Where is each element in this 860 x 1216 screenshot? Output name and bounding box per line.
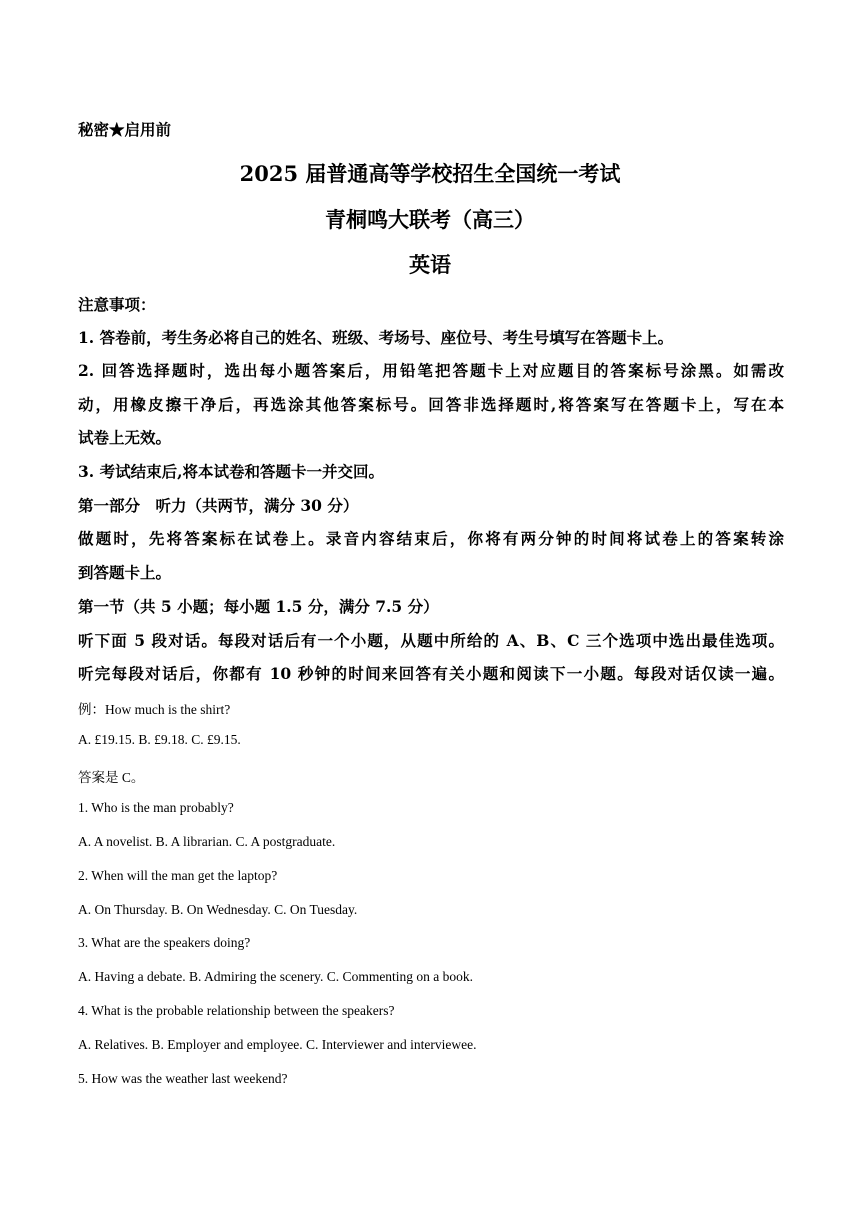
question-5: 5. How was the weather last weekend? xyxy=(78,1071,288,1086)
notice-item-2-line-2: 动，用橡皮擦干净后，再选涂其他答案标号。回答非选择题时,将答案写在答题卡上，写在本 xyxy=(78,395,784,414)
notice-item-3: 3. 考试结束后,将本试卷和答题卡一并交回。 xyxy=(78,462,384,481)
example-question: 例：How much is the shirt? xyxy=(78,702,231,717)
part1-instruction-line-2: 到答题卡上。 xyxy=(78,563,172,582)
part1-heading: 第一部分 听力（共两节，满分 30 分） xyxy=(78,496,359,515)
question-2-options: A. On Thursday. B. On Wednesday. C. On Tuesday. xyxy=(78,902,358,917)
question-1: 1. Who is the man probably? xyxy=(78,800,234,815)
notice-heading: 注意事项： xyxy=(78,295,156,314)
question-2: 2. When will the man get the laptop? xyxy=(78,868,278,883)
exam-subtitle: 青桐鸣大联考（高三） xyxy=(325,207,535,232)
example-options: A. £19.15. B. £9.18. C. £9.15. xyxy=(78,732,241,747)
section1-heading: 第一节（共 5 小题；每小题 1.5 分，满分 7.5 分） xyxy=(78,597,439,616)
exam-title: 2025 届普通高等学校招生全国统一考试 xyxy=(239,161,621,186)
part1-instruction-line-1: 做题时，先将答案标在试卷上。录音内容结束后，你将有两分钟的时间将试卷上的答案转涂 xyxy=(78,529,784,548)
notice-item-2-line-3: 试卷上无效。 xyxy=(78,428,172,447)
subject-title: 英语 xyxy=(409,252,451,277)
secret-label: 秘密★启用前 xyxy=(78,120,172,139)
question-3-options: A. Having a debate. B. Admiring the scenery. C. Commenting on a book. xyxy=(78,969,474,984)
question-1-options: A. A novelist. B. A librarian. C. A postgraduate. xyxy=(78,834,336,849)
notice-item-2-line-1: 2. 回答选择题时，选出每小题答案后，用铅笔把答题卡上对应题目的答案标号涂黑。如需改 xyxy=(78,361,784,380)
section1-instruction-line-2: 听完每段对话后，你都有 10 秒钟的时间来回答有关小题和阅读下一小题。每段对话仅读一遍。 xyxy=(78,664,784,683)
notice-item-1: 1. 答卷前，考生务必将自己的姓名、班级、考场号、座位号、考生号填写在答题卡上。 xyxy=(78,328,674,347)
question-4-options: A. Relatives. B. Employer and employee. C. Interviewer and interviewee. xyxy=(78,1037,477,1052)
example-answer: 答案是 C。 xyxy=(78,770,145,785)
question-4: 4. What is the probable relationship between the speakers? xyxy=(78,1003,395,1018)
question-3: 3. What are the speakers doing? xyxy=(78,935,251,950)
section1-instruction-line-1: 听下面 5 段对话。每段对话后有一个小题，从题中所给的 A、B、C 三个选项中选出最佳选项。 xyxy=(78,631,784,650)
